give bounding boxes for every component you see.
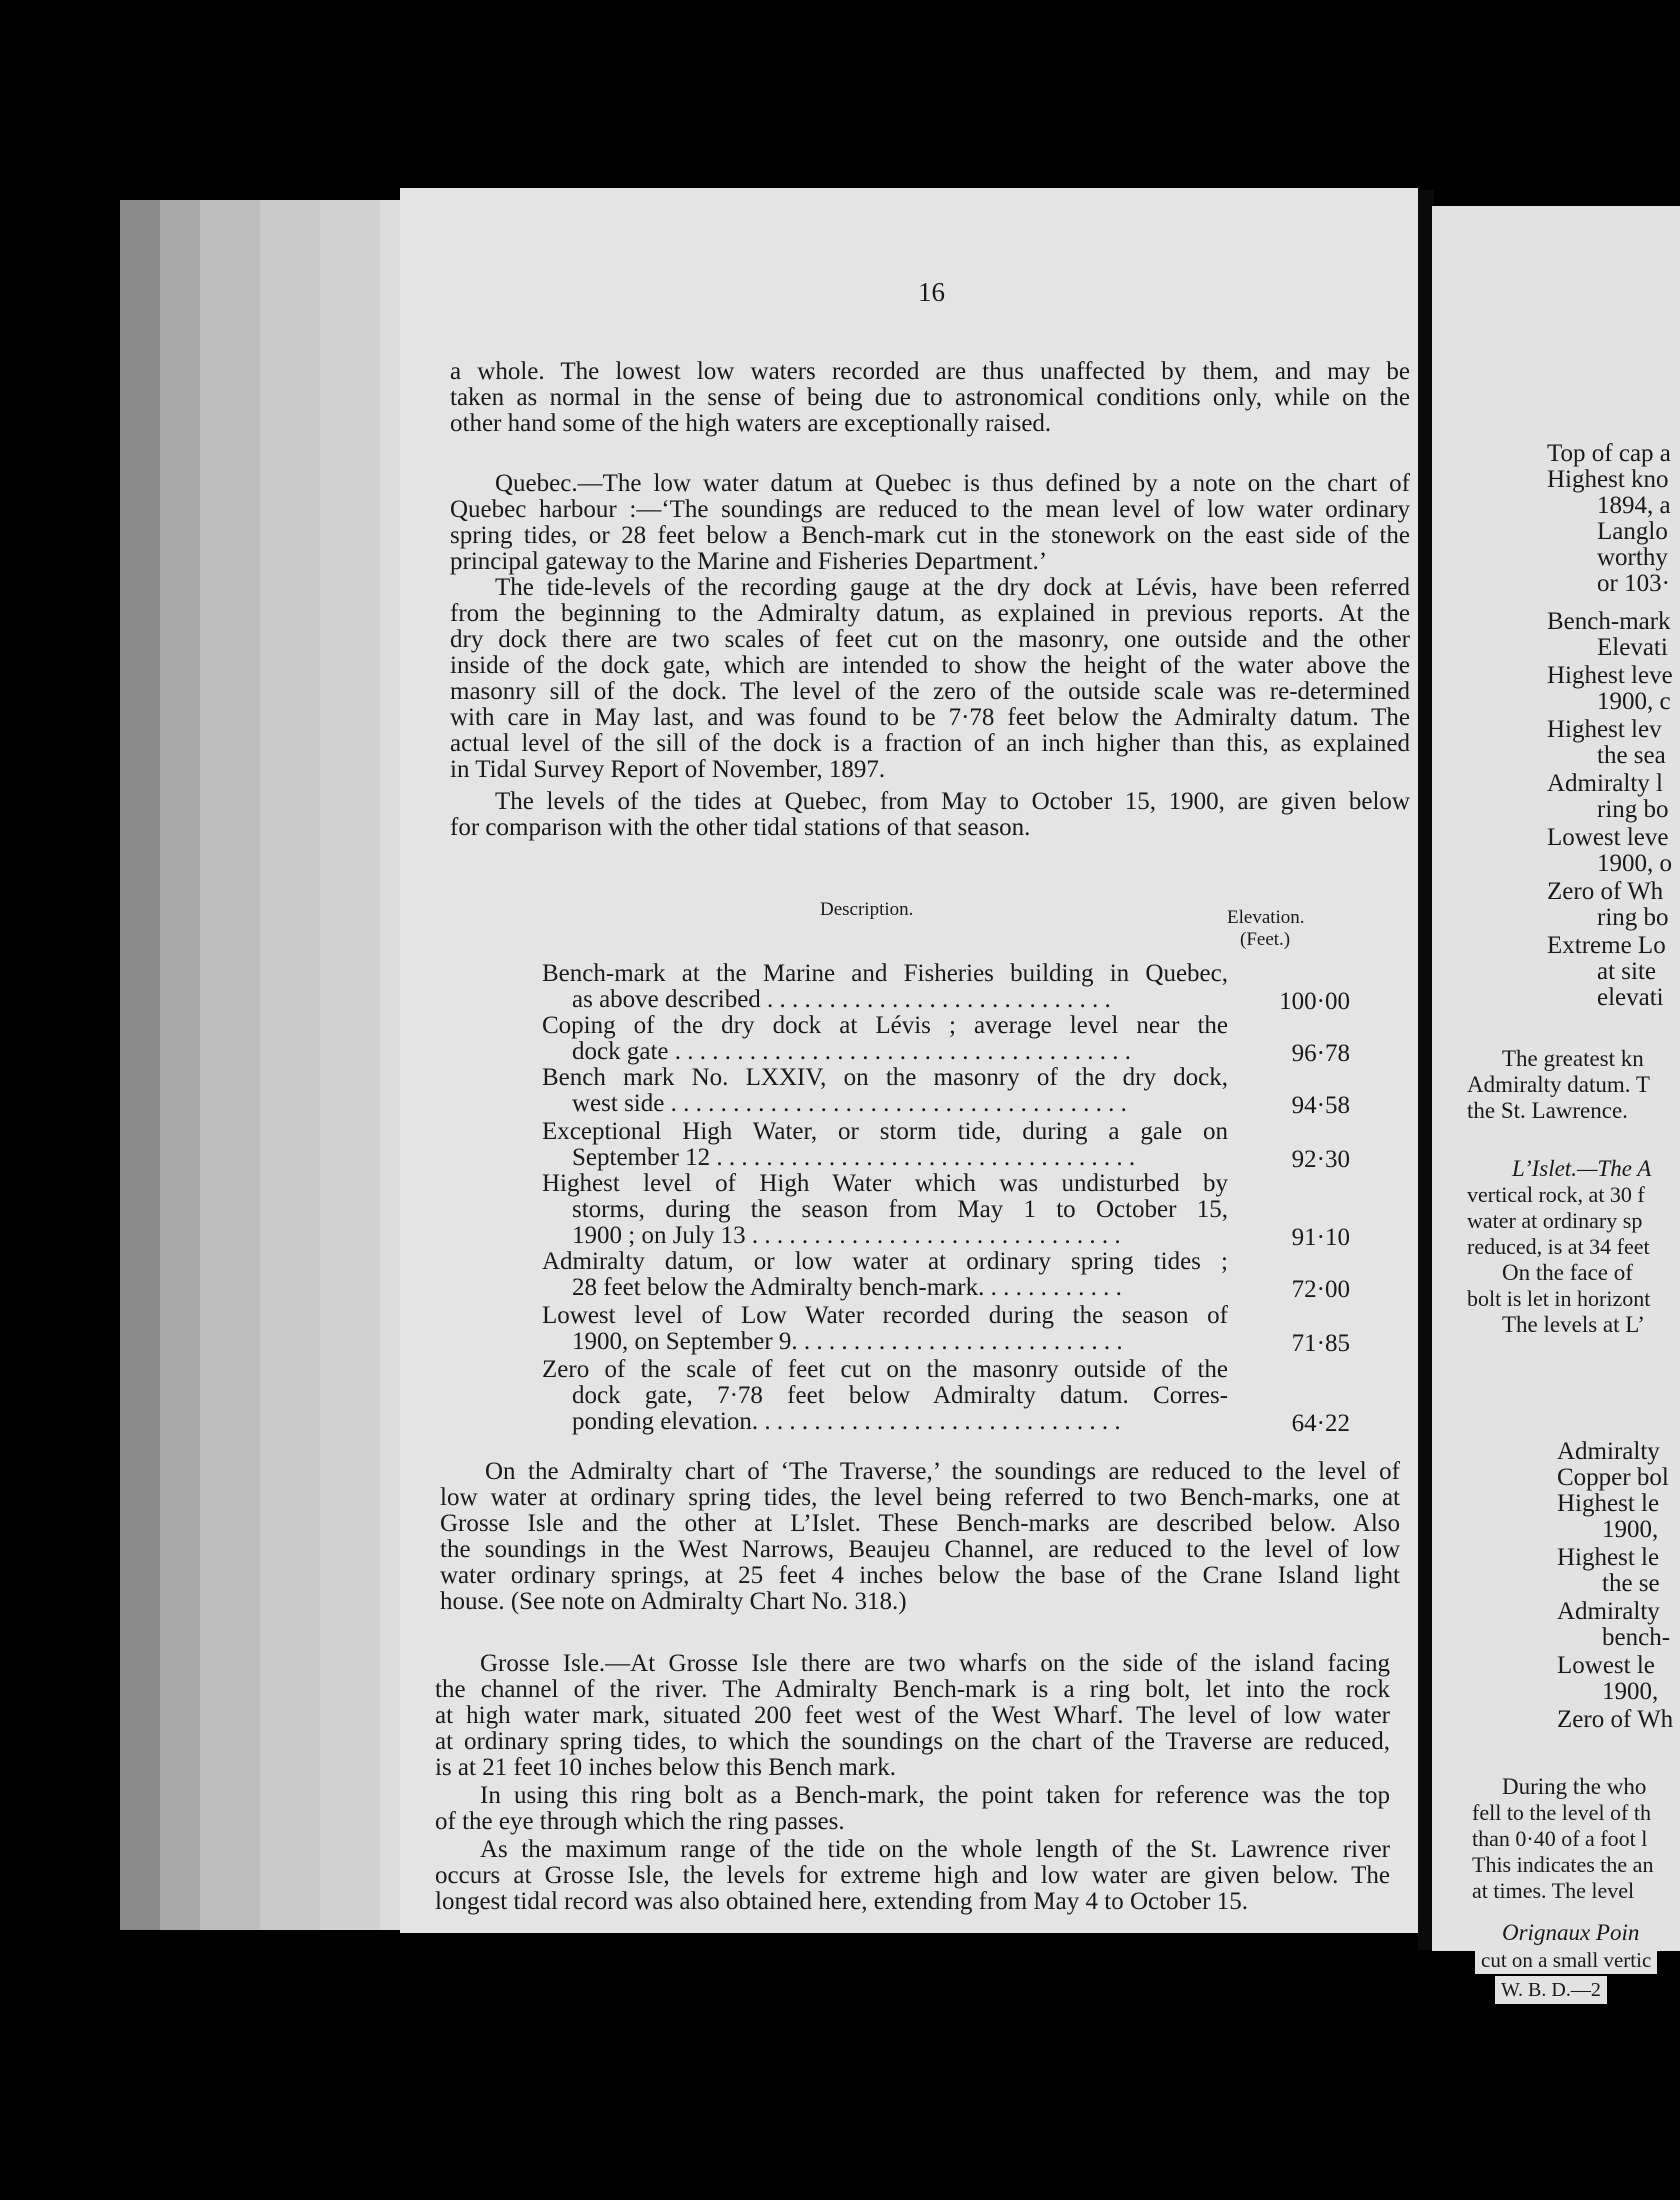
text-line: 1900, c xyxy=(1597,688,1671,715)
text-line: In using this ring bolt as a Bench-mark, the point taken for reference was the top xyxy=(480,1782,1390,1809)
text-line: cut on a small vertic xyxy=(1475,1946,1657,1974)
right-page xyxy=(1432,206,1680,1951)
text-line: than 0·40 of a foot l xyxy=(1472,1826,1648,1851)
text-line: Admiralty xyxy=(1557,1598,1660,1625)
table-row-value: 92·30 xyxy=(1291,1146,1350,1173)
text-line: On the face of xyxy=(1502,1260,1633,1285)
table-header-description: Description. xyxy=(820,899,914,920)
text-line: Copper bol xyxy=(1557,1464,1669,1491)
text-line: house. (See note on Admiralty Chart No. 318.) xyxy=(440,1588,907,1615)
text-line: the se xyxy=(1602,1570,1660,1597)
text-line: other hand some of the high waters are exceptionally raised. xyxy=(450,410,1052,437)
table-row-desc: Bench-mark at the Marine and Fisheries building in Quebec, xyxy=(542,960,1228,987)
text-line: The levels of the tides at Quebec, from May to October 15, 1900, are given below xyxy=(495,788,1410,815)
table-row-value: 96·78 xyxy=(1291,1040,1350,1067)
text-line: 1900, xyxy=(1602,1678,1659,1705)
text-line: Highest lev xyxy=(1547,716,1662,743)
text-line: inside of the dock gate, which are intended to show the height of the water above the xyxy=(450,652,1410,679)
table-row-desc: September 12 . . . . . . . . . . . . . . . . . . . . . . . . . . . . . . . . . . xyxy=(572,1144,1136,1171)
text-line: Quebec.—The low water datum at Quebec is thus defined by a note on the chart of xyxy=(495,470,1410,497)
text-line: reduced, is at 34 feet xyxy=(1467,1234,1650,1259)
text-line: the St. Lawrence. xyxy=(1467,1098,1628,1123)
text-line: ring bo xyxy=(1597,796,1669,823)
text-line: for comparison with the other tidal stations of that season. xyxy=(450,814,1031,841)
table-row-desc: Lowest level of Low Water recorded during the season of xyxy=(542,1302,1228,1329)
text-line: elevati xyxy=(1597,984,1664,1011)
signature-line: W. B. D.—2 xyxy=(1495,1976,1607,2004)
text-line: Highest kno xyxy=(1547,466,1669,493)
text-line: Zero of Wh xyxy=(1547,878,1664,905)
text-line: Quebec harbour :—‘The soundings are reduced to the mean level of low water ordinary xyxy=(450,496,1410,523)
table-row-value: 91·10 xyxy=(1291,1224,1350,1251)
table-row-desc: 1900, on September 9. . . . . . . . . . . . . . . . . . . . . . . . . . . xyxy=(572,1328,1123,1355)
text-line: 1894, a xyxy=(1597,492,1671,519)
text-line: Admiralty datum. T xyxy=(1467,1072,1650,1097)
book-edge xyxy=(200,200,260,1930)
table-row-desc: Highest level of High Water which was undisturbed by xyxy=(542,1170,1228,1197)
table-row-desc: Exceptional High Water, or storm tide, during a gale on xyxy=(542,1118,1228,1145)
table-row-desc: Admiralty datum, or low water at ordinary spring tides ; xyxy=(542,1248,1228,1275)
text-line: vertical rock, at 30 f xyxy=(1467,1182,1645,1207)
text-line: Elevati xyxy=(1597,634,1668,661)
text-line: water ordinary springs, at 25 feet 4 inches below the base of the Crane Island light xyxy=(440,1562,1400,1589)
text-line: the sea xyxy=(1597,742,1666,769)
table-row-desc: dock gate, 7·78 feet below Admiralty datum. Corres- xyxy=(572,1382,1228,1409)
text-line: a whole. The lowest low waters recorded are thus unaffected by them, and may be xyxy=(450,358,1410,385)
table-row-value: 94·58 xyxy=(1291,1092,1350,1119)
text-line: During the who xyxy=(1502,1774,1647,1799)
text-line: bench- xyxy=(1602,1624,1671,1651)
text-line: Highest le xyxy=(1557,1490,1660,1517)
text-line: bolt is let in horizont xyxy=(1467,1286,1651,1311)
table-row-value: 100·00 xyxy=(1279,988,1350,1015)
text-line: actual level of the sill of the dock is a fraction of an inch higher than this, as explained xyxy=(450,730,1410,757)
table-row-desc: storms, during the season from May 1 to October 15, xyxy=(572,1196,1228,1223)
text-line: The tide-levels of the recording gauge at the dry dock at Lévis, have been referred xyxy=(495,574,1410,601)
text-line: Top of cap a xyxy=(1547,440,1671,467)
text-line: ring bo xyxy=(1597,904,1669,931)
table-row-desc: west side . . . . . . . . . . . . . . . . . . . . . . . . . . . . . . . . . . . . . xyxy=(572,1090,1127,1117)
text-line: or 103· xyxy=(1597,570,1670,597)
text-line: at high water mark, situated 200 feet west of the West Wharf. The level of low water xyxy=(435,1702,1390,1729)
table-row-value: 72·00 xyxy=(1291,1276,1350,1303)
table-row-value: 64·22 xyxy=(1291,1410,1350,1437)
text-line: Langlo xyxy=(1597,518,1668,545)
text-line: Lowest leve xyxy=(1547,824,1669,851)
text-line: at ordinary spring tides, to which the soundings on the chart of the Traverse are reduced, xyxy=(435,1728,1390,1755)
table-row-desc: Coping of the dry dock at Lévis ; average level near the xyxy=(542,1012,1228,1039)
text-line: Zero of Wh xyxy=(1557,1706,1674,1733)
text-line: is at 21 feet 10 inches below this Bench mark. xyxy=(435,1754,896,1781)
table-row-desc: 1900 ; on July 13 . . . . . . . . . . . . . . . . . . . . . . . . . . . . . . xyxy=(572,1222,1121,1249)
text-line: The levels at L’ xyxy=(1502,1312,1645,1337)
text-line: low water at ordinary spring tides, the level being referred to two Bench-marks, one at xyxy=(440,1484,1400,1511)
text-line: Orignaux Poin xyxy=(1502,1920,1640,1945)
book-edge xyxy=(120,200,160,1930)
text-line: fell to the level of th xyxy=(1472,1800,1651,1825)
left-page xyxy=(400,188,1418,1933)
text-line: at times. The level xyxy=(1472,1878,1635,1903)
text-line: longest tidal record was also obtained here, extending from May 4 to October 15. xyxy=(435,1888,1248,1915)
text-line: of the eye through which the ring passes. xyxy=(435,1808,845,1835)
table-row-desc: Bench mark No. LXXIV, on the masonry of the dry dock, xyxy=(542,1064,1228,1091)
text-line: at site xyxy=(1597,958,1657,985)
table-header-elevation: Elevation. xyxy=(1227,907,1305,928)
text-line: with care in May last, and was found to be 7·78 feet below the Admiralty datum. The xyxy=(450,704,1410,731)
table-row-desc: Zero of the scale of feet cut on the masonry outside of the xyxy=(542,1356,1228,1383)
text-line: 1900, o xyxy=(1597,850,1672,877)
table-row-desc: 28 feet below the Admiralty bench-mark. . . . . . . . . . . . xyxy=(572,1274,1122,1301)
text-line: Grosse Isle and the other at L’Islet. These Bench-marks are described below. Also xyxy=(440,1510,1400,1537)
text-line: water at ordinary sp xyxy=(1467,1208,1643,1233)
text-line: L’Islet.—The A xyxy=(1512,1156,1652,1181)
table-row-desc: ponding elevation. . . . . . . . . . . . . . . . . . . . . . . . . . . . . . xyxy=(572,1408,1121,1435)
text-line: Admiralty xyxy=(1557,1438,1660,1465)
page-number: 16 xyxy=(918,277,945,307)
text-line: On the Admiralty chart of ‘The Traverse,’ the soundings are reduced to the level of xyxy=(485,1458,1400,1485)
text-line: principal gateway to the Marine and Fisheries Department.’ xyxy=(450,548,1048,575)
text-line: Highest leve xyxy=(1547,662,1673,689)
text-line: Highest le xyxy=(1557,1544,1660,1571)
text-line: Grosse Isle.—At Grosse Isle there are two wharfs on the side of the island facing xyxy=(480,1650,1390,1677)
text-line: Admiralty l xyxy=(1547,770,1663,797)
text-line: worthy xyxy=(1597,544,1668,571)
book-edge xyxy=(320,200,380,1930)
text-line: occurs at Grosse Isle, the levels for extreme high and low water are given below. The xyxy=(435,1862,1390,1889)
text-line: in Tidal Survey Report of November, 1897. xyxy=(450,756,886,783)
text-line: Lowest le xyxy=(1557,1652,1655,1679)
text-line: taken as normal in the sense of being due to astronomical conditions only, while on the xyxy=(450,384,1410,411)
text-line: This indicates the an xyxy=(1472,1852,1654,1877)
text-line: the soundings in the West Narrows, Beaujeu Channel, are reduced to the level of low xyxy=(440,1536,1400,1563)
text-line: As the maximum range of the tide on the whole length of the St. Lawrence river xyxy=(480,1836,1390,1863)
text-line: 1900, xyxy=(1602,1516,1659,1543)
table-row-desc: dock gate . . . . . . . . . . . . . . . . . . . . . . . . . . . . . . . . . . . . . xyxy=(572,1038,1131,1065)
text-line: spring tides, or 28 feet below a Bench-mark cut in the stonework on the east side of the xyxy=(450,522,1410,549)
table-row-desc: as above described . . . . . . . . . . . . . . . . . . . . . . . . . . . . xyxy=(572,986,1111,1013)
table-row-value: 71·85 xyxy=(1291,1330,1350,1357)
text-line: The greatest kn xyxy=(1502,1046,1644,1071)
text-line: Extreme Lo xyxy=(1547,932,1666,959)
book-edge xyxy=(260,200,320,1930)
book-edge xyxy=(160,200,200,1930)
text-line: dry dock there are two scales of feet cut on the masonry, one outside and the other xyxy=(450,626,1410,653)
text-line: the channel of the river. The Admiralty Bench-mark is a ring bolt, let into the rock xyxy=(435,1676,1390,1703)
text-line: Bench-mark xyxy=(1547,608,1671,635)
text-line: masonry sill of the dock. The level of the zero of the outside scale was re-determined xyxy=(450,678,1410,705)
text-line: from the beginning to the Admiralty datum, as explained in previous reports. At the xyxy=(450,600,1410,627)
table-header-feet: (Feet.) xyxy=(1240,929,1291,950)
